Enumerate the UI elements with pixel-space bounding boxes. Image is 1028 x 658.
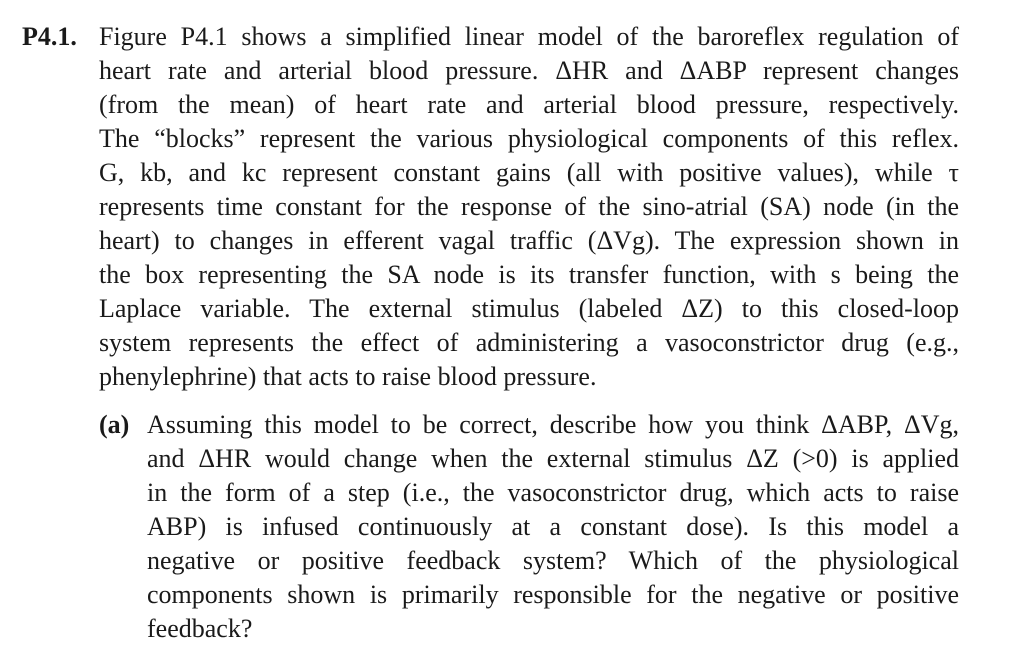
problem-label: P4.1. bbox=[22, 22, 77, 51]
problem-line: system represents the effect of administering a vasoconstrictor drug (e.g., bbox=[99, 328, 959, 357]
part-a-line: and ΔHR would change when the external stimulus ΔZ (>0) is applied bbox=[147, 444, 959, 473]
problem-text bbox=[99, 20, 959, 394]
part-a-line: Assuming this model to be correct, describe how you think ΔABP, ΔVg, bbox=[147, 410, 959, 439]
part-a-text bbox=[147, 408, 959, 646]
problem-line: Laplace variable. The external stimulus (labeled ΔZ) to this closed-loop bbox=[99, 294, 959, 323]
problem-line: phenylephrine) that acts to raise blood pressure. bbox=[99, 362, 597, 391]
problem-line: heart) to changes in efferent vagal traffic (ΔVg). The expression shown in bbox=[99, 226, 959, 255]
part-a-line: in the form of a step (i.e., the vasoconstrictor drug, which acts to raise bbox=[147, 478, 959, 507]
part-a-line: feedback? bbox=[147, 614, 253, 643]
problem-line: represents time constant for the response of the sino-atrial (SA) node (in the bbox=[99, 192, 959, 221]
problem-line: G, kb, and kc represent constant gains (all with positive values), while τ bbox=[99, 158, 959, 187]
part-a-line: components shown is primarily responsible for the negative or positive bbox=[147, 580, 959, 609]
problem-line: (from the mean) of heart rate and arterial blood pressure, respectively. bbox=[99, 90, 959, 119]
part-a-label: (a) bbox=[99, 410, 130, 439]
part-a-line: ABP) is infused continuously at a constant dose). Is this model a bbox=[147, 512, 959, 541]
problem-line: heart rate and arterial blood pressure. ΔHR and ΔABP represent changes bbox=[99, 56, 959, 85]
problem-line: Figure P4.1 shows a simplified linear model of the baroreflex regulation of bbox=[99, 22, 959, 51]
problem-line: The “blocks” represent the various physiological components of this reflex. bbox=[99, 124, 959, 153]
part-a-line: negative or positive feedback system? Which of the physiological bbox=[147, 546, 959, 575]
problem-line: the box representing the SA node is its transfer function, with s being the bbox=[99, 260, 959, 289]
